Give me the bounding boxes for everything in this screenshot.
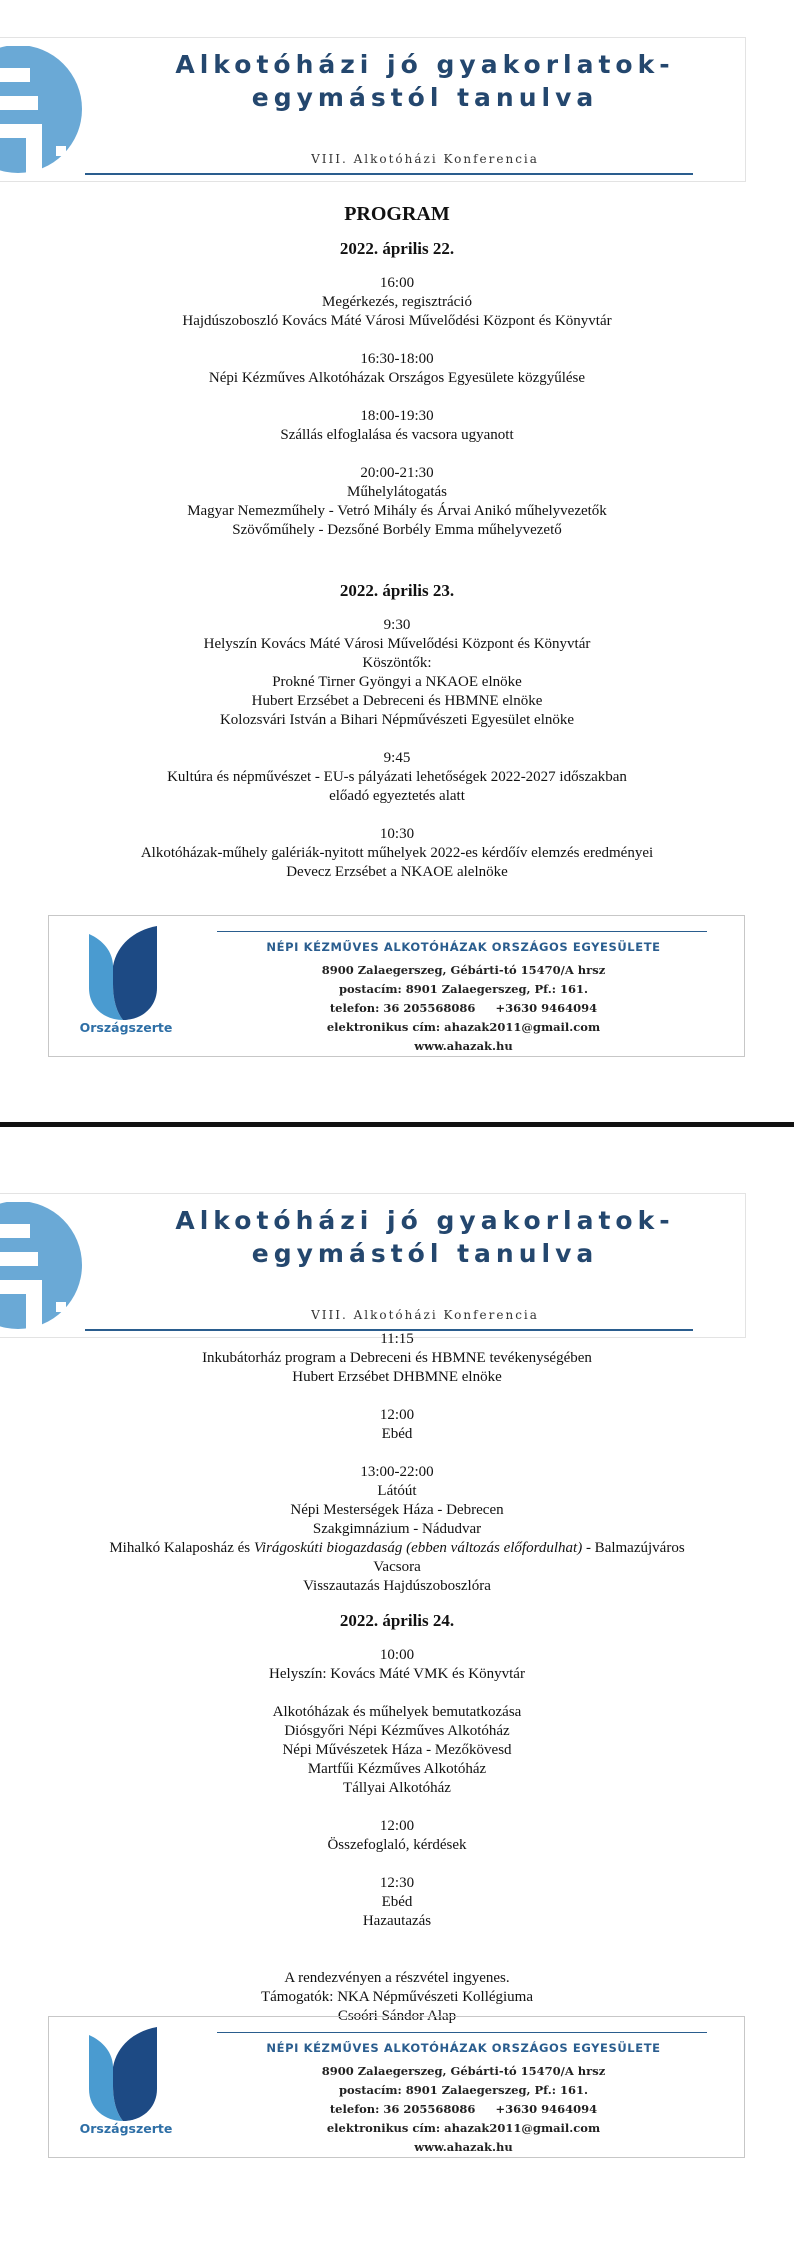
schedule-line: Szövőműhely - Dezsőné Borbély Emma műhelyvezető xyxy=(232,522,562,538)
schedule-line: Alkotóházak-műhely galériák-nyitott műhelyek 2022-es kérdőív elemzés eredményei xyxy=(140,845,654,861)
schedule-time: 11:15 xyxy=(380,1331,414,1347)
schedule-time: 9:30 xyxy=(383,617,411,633)
schedule-line: Ebéd xyxy=(381,1894,413,1910)
schedule-line: Hubert Erzsébet a Debreceni és HBMNE elnöke xyxy=(251,693,543,709)
house-logo-icon xyxy=(0,46,84,173)
schedule-line: Köszöntők: xyxy=(362,655,432,671)
schedule-line: Ebéd xyxy=(381,1426,413,1442)
org-website[interactable]: www.ahazak.hu xyxy=(414,1039,513,1053)
program-page1 xyxy=(0,202,794,882)
schedule-line-mixed xyxy=(0,1539,794,1558)
mixed-suffix: - Balmazújváros xyxy=(582,1540,685,1556)
page-1 xyxy=(0,0,794,1122)
schedule-line: előadó egyeztetés alatt xyxy=(329,788,465,804)
schedule-time: 16:30-18:00 xyxy=(360,351,434,367)
schedule-time: 12:00 xyxy=(379,1818,415,1834)
house-logo-icon xyxy=(0,1202,84,1329)
org-postal: postacím: 8901 Zalaegerszeg, Pf.: 161. xyxy=(339,2083,588,2097)
conference-subtitle: VIII. Alkotóházi Konferencia xyxy=(311,1308,539,1322)
schedule-line: Szakgimnázium - Nádudvar xyxy=(312,1521,482,1537)
organization-footer xyxy=(48,2016,745,2158)
schedule-line: Hubert Erzsébet DHBMNE elnöke xyxy=(292,1369,502,1385)
footer-divider xyxy=(217,2032,707,2033)
schedule-line: Vacsora xyxy=(373,1559,421,1575)
schedule-time: 9:45 xyxy=(383,750,411,766)
schedule-line: Kolozsvári István a Bihari Népművészeti Egyesület elnöke xyxy=(219,712,575,728)
schedule-line: Visszautazás Hajdúszoboszlóra xyxy=(303,1578,491,1594)
schedule-line: Helyszín Kovács Máté Városi Művelődési Központ és Könyvtár xyxy=(203,636,591,652)
tulip-logo-icon xyxy=(85,2027,161,2123)
org-name: NÉPI KÉZMŰVES ALKOTÓHÁZAK ORSZÁGOS EGYESÜLETE xyxy=(266,2041,661,2055)
schedule-line: Martfűi Kézműves Alkotóház xyxy=(307,1761,487,1777)
schedule-line: Prokné Tirner Gyöngyi a NKAOE elnöke xyxy=(272,674,522,690)
organization-footer xyxy=(48,915,745,1057)
conference-title-line2: egymástól tanulva xyxy=(251,1239,599,1268)
closing-line: A rendezvényen a részvétel ingyenes. xyxy=(284,1970,510,1986)
day2-date: 2022. április 23. xyxy=(339,581,455,600)
org-email[interactable]: elektronikus cím: ahazak2011@gmail.com xyxy=(326,2121,601,2135)
schedule-line: Hazautazás xyxy=(362,1913,432,1929)
schedule-time: 12:00 xyxy=(379,1407,415,1423)
schedule-time: 10:00 xyxy=(379,1647,415,1663)
day1-date: 2022. április 22. xyxy=(339,239,455,258)
schedule-line: Összefoglaló, kérdések xyxy=(327,1837,467,1853)
header-divider xyxy=(85,173,693,175)
page-2 xyxy=(0,1127,794,2251)
conference-title-line1: Alkotóházi jó gyakorlatok- xyxy=(175,1206,675,1235)
conference-subtitle: VIII. Alkotóházi Konferencia xyxy=(311,152,539,166)
closing-line: Támogatók: NKA Népművészeti Kollégiuma xyxy=(260,1989,534,2005)
schedule-line: Helyszín: Kovács Máté VMK és Könyvtár xyxy=(269,1666,525,1682)
program-title: PROGRAM xyxy=(344,203,450,225)
day3-date: 2022. április 24. xyxy=(339,1611,455,1630)
brand-name: Országszerte xyxy=(79,2121,173,2136)
schedule-line: Megérkezés, regisztráció xyxy=(322,294,472,310)
schedule-line: Magyar Nemezműhely - Vetró Mihály és Árvai Anikó műhelyvezetők xyxy=(187,503,607,519)
conference-header xyxy=(0,1193,746,1338)
schedule-line: Hajdúszoboszló Kovács Máté Városi Művelődési Központ és Könyvtár xyxy=(182,313,612,329)
org-postal: postacím: 8901 Zalaegerszeg, Pf.: 161. xyxy=(339,982,588,996)
conference-title-line1: Alkotóházi jó gyakorlatok- xyxy=(175,50,675,79)
schedule-line: Látóút xyxy=(377,1483,417,1499)
schedule-line: Népi Kézműves Alkotóházak Országos Egyesülete közgyűlése xyxy=(208,370,586,386)
closing-line: Csoóri Sándor Alap xyxy=(337,2008,457,2024)
schedule-line: Népi Művészetek Háza - Mezőkövesd xyxy=(282,1742,512,1758)
brand-name: Országszerte xyxy=(79,1020,173,1035)
schedule-time: 13:00-22:00 xyxy=(360,1464,434,1480)
org-website[interactable]: www.ahazak.hu xyxy=(414,2140,513,2154)
schedule-line: Devecz Erzsébet a NKAOE alelnöke xyxy=(286,864,508,880)
schedule-line: Tállyai Alkotóház xyxy=(343,1780,451,1796)
schedule-time: 10:30 xyxy=(379,826,415,842)
schedule-line: Alkotóházak és műhelyek bemutatkozása xyxy=(272,1704,522,1720)
org-address: 8900 Zalaegerszeg, Gébárti-tó 15470/A hrsz xyxy=(321,963,606,977)
conference-header xyxy=(0,37,746,182)
org-phone: telefon: 36 205568086 +3630 9464094 xyxy=(329,1001,598,1015)
footer-divider xyxy=(217,931,707,932)
schedule-time: 16:00 xyxy=(379,275,415,291)
schedule-line: Műhelylátogatás xyxy=(347,484,447,500)
org-phone: telefon: 36 205568086 +3630 9464094 xyxy=(329,2102,598,2116)
org-email[interactable]: elektronikus cím: ahazak2011@gmail.com xyxy=(326,1020,601,1034)
schedule-line: Inkubátorház program a Debreceni és HBMNE tevékenységében xyxy=(202,1350,592,1366)
schedule-line: Kultúra és népművészet - EU-s pályázati lehetőségek 2022-2027 időszakban xyxy=(167,769,627,785)
schedule-time: 12:30 xyxy=(379,1875,415,1891)
schedule-time: 20:00-21:30 xyxy=(360,465,434,481)
schedule-line: Szállás elfoglalása és vacsora ugyanott xyxy=(280,427,514,443)
schedule-line: Diósgyőri Népi Kézműves Alkotóház xyxy=(284,1723,510,1739)
schedule-line: Népi Mesterségek Háza - Debrecen xyxy=(290,1502,504,1518)
org-address: 8900 Zalaegerszeg, Gébárti-tó 15470/A hrsz xyxy=(321,2064,606,2078)
org-name: NÉPI KÉZMŰVES ALKOTÓHÁZAK ORSZÁGOS EGYESÜLETE xyxy=(266,940,661,954)
mixed-prefix: Mihalkó Kalaposház és xyxy=(109,1540,254,1556)
schedule-time: 18:00-19:30 xyxy=(360,408,434,424)
tulip-logo-icon xyxy=(85,926,161,1022)
mixed-italic: Virágoskúti biogazdaság (ebben változás előfordulhat) xyxy=(253,1540,583,1556)
program-page2 xyxy=(0,1330,794,2026)
conference-title-line2: egymástól tanulva xyxy=(251,83,599,112)
